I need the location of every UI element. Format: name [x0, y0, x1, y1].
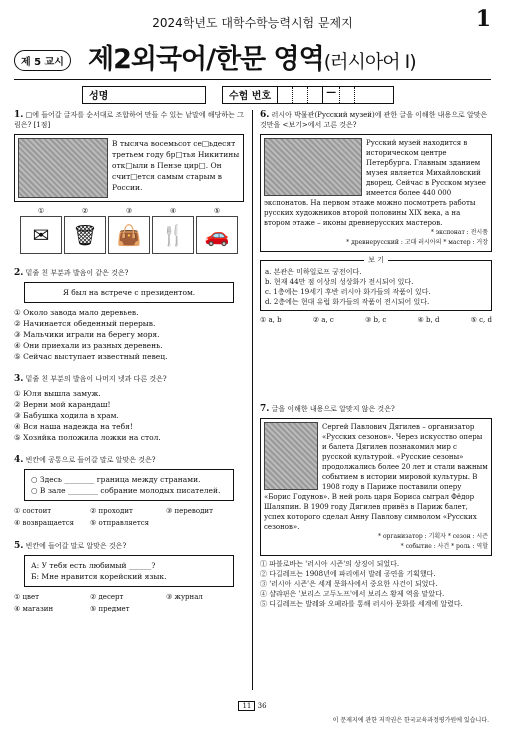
q3-option[interactable]: ② Верни мой карандаш! — [14, 400, 111, 409]
q5-option[interactable]: ⑤ предмет — [90, 605, 130, 613]
q4-option[interactable]: ④ возвращается — [14, 519, 75, 527]
subject-sub: (러시아어 Ⅰ) — [323, 51, 416, 73]
q7-option[interactable]: ① 파블로바는 '러시아 시즌'의 상징이 되었다. — [260, 560, 400, 568]
bogi-title: 보 기 — [364, 255, 388, 265]
q7-option[interactable]: ② 다길레프는 1908년에 파리에서 발레 공연을 기획했다. — [260, 570, 436, 578]
name-label: 성명 — [89, 91, 109, 102]
q4-option[interactable]: ⑤ отправляется — [90, 519, 150, 527]
q6-stem: 6. 러시아 박물관(Русский музей)에 관한 글을 이해한 내용으로 알맞은 것만을 <보기>에서 고른 것은? — [260, 110, 488, 129]
q6-option[interactable]: ③ b, c — [365, 316, 387, 324]
q7-option[interactable]: ⑤ 디길레프는 발레와 오페라를 통해 러시아 문화를 세계에 알렸다. — [260, 600, 463, 608]
header-rule — [14, 79, 491, 80]
q5-options — [14, 591, 244, 615]
q5-box — [24, 555, 234, 587]
q2-stem: 2. 밑줄 친 부분과 발음이 같은 것은? — [14, 268, 129, 278]
q7-option[interactable]: ③ '러시아 시즌'은 세계 문화사에서 중요한 사건이 되었다. — [260, 580, 438, 588]
q6-option[interactable]: ② a, c — [312, 316, 334, 324]
trash-can-icon: 🗑 — [64, 216, 106, 254]
q7-gloss: * организатор : 기획자 * сезон : 시즌 — [378, 533, 488, 540]
q2-box: Я был на встрече с президентом. — [24, 282, 234, 303]
q4-box — [24, 469, 234, 501]
session-badge: 제 5 교시 — [14, 50, 71, 71]
q3-option[interactable]: ④ Вся наша надежда на тебя! — [14, 422, 133, 431]
subject-title — [88, 37, 416, 76]
handbag-icon: 👜 — [108, 216, 150, 254]
q2-option[interactable]: ① Около завода мало деревьев. — [14, 308, 139, 317]
page-footer — [0, 702, 505, 710]
q7-stem: 7. 글을 이해한 내용으로 알맞지 않은 것은? — [260, 404, 395, 414]
q1-stem: 1. □에 들어갈 글자를 순서대로 조합하여 만들 수 있는 낱말에 해당하는 그림은? [1점] — [14, 110, 244, 129]
bogi-item: a. 본관은 미하일로프 궁전이다. — [265, 268, 362, 276]
q1-option-5[interactable]: ⑤ 🚗 — [196, 206, 238, 254]
q4-option[interactable]: ③ переводит — [166, 507, 213, 515]
q1-options — [20, 206, 238, 254]
q7-text: Сергей Павлович Дягилев – организатор «Русских сезонов». Через искусство оперы и балета Дягилев познакомил мир с русской культурой. «Русские сезоны» продолжались более 20 лет и стали важным событием в истории мировой культуры. В 1908 году в Париже поставили оперу «Борис Годунов». В ней роль царя Бориса сыграл Фёдор Шаляпин. В 1909 году Дягилев привёз в Париж балет, успех которого сделал Анну Павлову символом «Русских сезонов». — [264, 423, 488, 531]
copyright-note: 이 문제지에 관한 저작권은 한국교육과정평가원에 있습니다. — [332, 717, 489, 724]
page-number: 1 — [475, 6, 491, 32]
bogi-item: b. 현재 44만 점 이상의 성상화가 전시되어 있다. — [265, 278, 414, 286]
q6-bogi — [260, 256, 492, 311]
q6-option[interactable]: ④ b, d — [417, 316, 440, 324]
q3-option[interactable]: ⑤ Хозяйка положила ложки на стол. — [14, 433, 161, 442]
bogi-item: d. 2층에는 현대 유럽 화가들의 작품이 전시되어 있다. — [265, 298, 430, 306]
q1-option-2[interactable]: ② 🗑 — [64, 206, 106, 254]
q1-passage — [14, 134, 244, 202]
q4-option[interactable]: ① состоит — [14, 507, 52, 515]
q6-gloss: * древнерусский : 고대 러시아의 * мастер : 거장 — [346, 239, 488, 246]
q3-option[interactable]: ① Юля вышла замуж. — [14, 389, 101, 398]
footer-page: 11 — [238, 701, 255, 711]
q1-option-3[interactable]: ③ 👜 — [108, 206, 150, 254]
right-column — [260, 110, 492, 609]
museum-photo — [264, 138, 362, 196]
q7-options — [260, 559, 492, 609]
q2-option[interactable]: ② Начинается обеденный перерыв. — [14, 319, 156, 328]
q6-gloss: * экспонат : 전시품 — [430, 229, 488, 236]
name-field[interactable] — [82, 86, 206, 104]
q5-stem: 5. 빈칸에 들어갈 말로 알맞은 것은? — [14, 541, 127, 551]
q6-option[interactable]: ⑤ c, d — [470, 316, 492, 324]
circus-photo — [18, 138, 108, 198]
q1-option-1[interactable]: ① ✉ — [20, 206, 62, 254]
fork-icon: 🍴 — [152, 216, 194, 254]
q6-passage — [260, 134, 492, 252]
q4-options — [14, 505, 244, 529]
car-icon: 🚗 — [196, 216, 238, 254]
q3-option[interactable]: ③ Бабушка ходила в храм. — [14, 411, 119, 420]
q2-option[interactable]: ⑤ Сейчас выступает известный певец. — [14, 352, 168, 361]
q4-line: ○ Здесь ________ граница между странами. — [31, 475, 201, 484]
footer-total: 36 — [257, 702, 267, 710]
portrait-photo — [264, 422, 318, 490]
q5-option[interactable]: ④ магазин — [14, 605, 54, 613]
q2-option[interactable]: ④ Они приехали из разных деревень. — [14, 341, 163, 350]
q4-line: ○ В зале ________ собрание молодых писателей. — [31, 486, 221, 495]
q4-stem: 4. 빈칸에 공통으로 들어갈 말로 알맞은 것은? — [14, 455, 156, 465]
id-label: 수험 번호 — [229, 91, 272, 102]
q2-options — [14, 307, 244, 362]
envelope-icon: ✉ — [20, 216, 62, 254]
q1-option-4[interactable]: ④ 🍴 — [152, 206, 194, 254]
left-column — [14, 110, 244, 615]
q5-option[interactable]: ③ журнал — [166, 593, 203, 601]
q1-text: В тысяча восемьсот се□ьдесят третьем году бр□тья Никитины отк□ыли в Пензе цир□. Он счит□ется самым старым в России. — [112, 139, 240, 192]
q2-option[interactable]: ③ Мальчики играли на берегу моря. — [14, 330, 160, 339]
q4-option[interactable]: ② проходит — [90, 507, 133, 515]
id-field[interactable] — [222, 86, 394, 104]
bogi-item: c. 1층에는 19세기 후반 러시아 화가들의 작품이 있다. — [265, 288, 431, 296]
q5-option[interactable]: ① цвет — [14, 593, 39, 601]
q5-option[interactable]: ② десерт — [90, 593, 124, 601]
q6-option[interactable]: ① a, b — [260, 316, 282, 324]
id-dash: — — [322, 87, 339, 103]
q3-options — [14, 388, 244, 443]
q6-text: Русский музей находится в историческом центре Петербурга. Главным зданием музея является Михайловский дворец. Сейчас в Русском музее имеется более 440 000 экспонатов. На первом этаже можно посмотреть работы русских художников второй половины XIX века, а на втором этаже – иконы древнерусских мастеров. — [264, 139, 486, 227]
q6-options — [260, 314, 492, 326]
column-divider — [252, 110, 253, 690]
q7-option[interactable]: ④ 샬랴핀은 '보리스 고두노프'에서 보리스 황제 역을 맡았다. — [260, 590, 445, 598]
q7-gloss: * событие : 사건 * роль : 역할 — [400, 543, 488, 550]
q7-passage — [260, 418, 492, 556]
q3-stem: 3. 밑줄 친 부분의 발음이 나머지 넷과 다른 것은? — [14, 374, 167, 384]
exam-title: 2024학년도 대학수학능력시험 문제지 — [152, 16, 353, 30]
q5-line: Б: Мне нравится корейский язык. — [31, 572, 167, 581]
subject-main: 제2외국어/한문 영역 — [88, 44, 324, 75]
q5-line: А: У тебя есть любимый ______? — [31, 561, 156, 570]
